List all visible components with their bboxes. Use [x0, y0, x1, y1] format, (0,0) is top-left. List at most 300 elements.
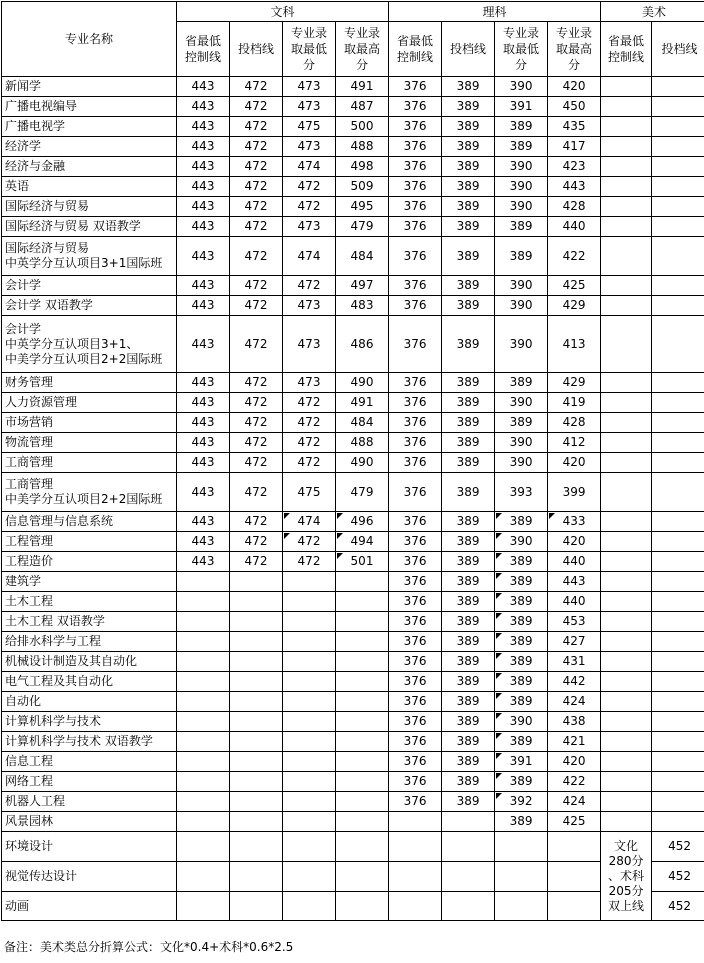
wenke-major-min-cell [283, 812, 336, 832]
wenke-toudang-cell: 472 [230, 137, 283, 157]
wenke-toudang-cell: 472 [230, 77, 283, 97]
meishu-toudang-cell [652, 316, 704, 373]
like-toudang-cell: 389 [442, 712, 495, 732]
wenke-major-max-cell [336, 632, 389, 652]
wenke-group-header: 文科 [177, 2, 389, 22]
wenke-prov-min-cell: 443 [177, 473, 230, 512]
like-major-max-cell: 443 [548, 177, 601, 197]
meishu-prov-min-cell [601, 137, 652, 157]
like-prov-min-cell: 376 [389, 276, 442, 296]
meishu-prov-min-cell [601, 732, 652, 752]
meishu-prov-min-cell [601, 237, 652, 276]
wenke-toudang-cell: 472 [230, 217, 283, 237]
like-major-max-header: 专业录 取最高 分 [548, 22, 601, 77]
major-name-cell: 信息管理与信息系统 [2, 512, 177, 532]
like-major-min-cell: 389 [495, 217, 548, 237]
major-name-cell: 广播电视编导 [2, 97, 177, 117]
like-major-max-cell: 433 [548, 512, 601, 532]
major-name-cell: 建筑学 [2, 572, 177, 592]
wenke-prov-min-cell: 443 [177, 77, 230, 97]
like-prov-min-cell: 376 [389, 792, 442, 812]
like-major-max-cell: 412 [548, 433, 601, 453]
major-name-cell: 国际经济与贸易 中英学分互认项目3+1国际班 [2, 237, 177, 276]
meishu-toudang-cell [652, 712, 704, 732]
major-name-cell: 计算机科学与技术 [2, 712, 177, 732]
like-major-max-cell: 438 [548, 712, 601, 732]
like-prov-min-cell: 376 [389, 632, 442, 652]
wenke-toudang-cell: 472 [230, 276, 283, 296]
wenke-major-max-cell: 490 [336, 453, 389, 473]
wenke-major-max-cell [336, 772, 389, 792]
meishu-group-header: 美术 [601, 2, 704, 22]
like-prov-min-cell: 376 [389, 433, 442, 453]
table-row [2, 652, 704, 672]
major-name-cell: 动画 [2, 892, 177, 921]
like-toudang-cell: 389 [442, 197, 495, 217]
meishu-prov-min-cell [601, 316, 652, 373]
meishu-prov-min-cell [601, 712, 652, 732]
wenke-prov-min-cell [177, 752, 230, 772]
table-row [2, 77, 704, 97]
wenke-prov-min-cell: 443 [177, 296, 230, 316]
meishu-toudang-cell: 452 [652, 892, 704, 921]
like-major-max-cell: 440 [548, 552, 601, 572]
table-row [2, 177, 704, 197]
empty-cell [283, 862, 336, 892]
meishu-toudang-cell [652, 413, 704, 433]
wenke-major-min-cell: 472 [283, 532, 336, 552]
meishu-toudang-cell [652, 217, 704, 237]
meishu-prov-min-cell [601, 197, 652, 217]
empty-cell [336, 832, 389, 862]
like-prov-min-cell: 376 [389, 473, 442, 512]
wenke-prov-min-cell: 443 [177, 512, 230, 532]
like-major-max-cell: 425 [548, 812, 601, 832]
wenke-toudang-cell: 472 [230, 157, 283, 177]
like-toudang-header: 投档线 [442, 22, 495, 77]
wenke-major-min-cell: 472 [283, 276, 336, 296]
like-toudang-cell: 389 [442, 433, 495, 453]
wenke-major-min-cell [283, 792, 336, 812]
admission-score-table [1, 1, 704, 921]
wenke-major-max-cell [336, 732, 389, 752]
wenke-major-min-cell: 473 [283, 77, 336, 97]
like-major-max-cell: 429 [548, 373, 601, 393]
meishu-prov-min-cell: 文化 280分 、术科 205分 双上线 [601, 832, 652, 921]
major-name-cell: 广播电视学 [2, 117, 177, 137]
empty-cell [336, 862, 389, 892]
wenke-major-min-cell [283, 652, 336, 672]
meishu-toudang-cell [652, 652, 704, 672]
like-toudang-cell: 389 [442, 137, 495, 157]
meishu-prov-min-cell [601, 772, 652, 792]
wenke-toudang-cell [230, 592, 283, 612]
wenke-toudang-cell [230, 572, 283, 592]
meishu-toudang-cell [652, 772, 704, 792]
empty-cell [230, 862, 283, 892]
meishu-prov-min-cell [601, 672, 652, 692]
meishu-toudang-cell [652, 77, 704, 97]
major-name-cell: 工程造价 [2, 552, 177, 572]
wenke-major-max-cell [336, 692, 389, 712]
like-major-max-cell: 420 [548, 453, 601, 473]
major-name-cell: 市场营销 [2, 413, 177, 433]
wenke-prov-min-header: 省最低 控制线 [177, 22, 230, 77]
like-major-min-cell: 389 [495, 652, 548, 672]
wenke-major-min-cell [283, 692, 336, 712]
major-name-cell: 网络工程 [2, 772, 177, 792]
like-prov-min-cell: 376 [389, 572, 442, 592]
like-major-max-cell: 450 [548, 97, 601, 117]
wenke-major-min-cell [283, 732, 336, 752]
meishu-prov-min-cell [601, 413, 652, 433]
like-prov-min-cell: 376 [389, 592, 442, 612]
table-row [2, 453, 704, 473]
like-major-max-cell: 443 [548, 572, 601, 592]
wenke-major-min-cell: 472 [283, 413, 336, 433]
major-name-cell: 工程管理 [2, 532, 177, 552]
table-row [2, 712, 704, 732]
wenke-major-min-cell [283, 612, 336, 632]
table-row [2, 772, 704, 792]
empty-cell [230, 832, 283, 862]
like-major-min-cell: 389 [495, 552, 548, 572]
wenke-major-min-cell [283, 632, 336, 652]
meishu-prov-min-cell [601, 752, 652, 772]
major-name-cell: 信息工程 [2, 752, 177, 772]
wenke-prov-min-cell: 443 [177, 433, 230, 453]
wenke-major-min-cell: 472 [283, 177, 336, 197]
major-name-cell: 人力资源管理 [2, 393, 177, 413]
wenke-toudang-cell: 472 [230, 316, 283, 373]
like-major-max-cell: 413 [548, 316, 601, 373]
like-major-min-cell: 389 [495, 592, 548, 612]
wenke-toudang-cell [230, 712, 283, 732]
wenke-prov-min-cell: 443 [177, 453, 230, 473]
major-name-cell: 土木工程 双语教学 [2, 612, 177, 632]
like-major-min-cell: 389 [495, 692, 548, 712]
major-name-cell: 新闻学 [2, 77, 177, 97]
like-prov-min-cell: 376 [389, 772, 442, 792]
like-major-max-cell: 424 [548, 692, 601, 712]
like-toudang-cell: 389 [442, 296, 495, 316]
like-major-min-cell: 389 [495, 512, 548, 532]
like-major-max-cell: 420 [548, 532, 601, 552]
meishu-prov-min-cell [601, 433, 652, 453]
like-toudang-cell: 389 [442, 77, 495, 97]
like-major-min-cell: 389 [495, 632, 548, 652]
meishu-toudang-cell [652, 237, 704, 276]
like-major-min-cell: 389 [495, 612, 548, 632]
wenke-toudang-cell: 472 [230, 237, 283, 276]
wenke-major-max-cell: 488 [336, 433, 389, 453]
like-major-max-cell: 420 [548, 77, 601, 97]
wenke-major-max-cell: 496 [336, 512, 389, 532]
table-row [2, 552, 704, 572]
like-toudang-cell: 389 [442, 316, 495, 373]
table-row [2, 393, 704, 413]
empty-cell [442, 862, 495, 892]
like-toudang-cell: 389 [442, 117, 495, 137]
like-major-max-cell: 429 [548, 296, 601, 316]
like-major-min-cell: 390 [495, 433, 548, 453]
like-prov-min-cell: 376 [389, 316, 442, 373]
like-prov-min-header: 省最低 控制线 [389, 22, 442, 77]
wenke-toudang-cell: 472 [230, 433, 283, 453]
wenke-major-max-cell: 490 [336, 373, 389, 393]
like-major-min-cell: 392 [495, 792, 548, 812]
meishu-toudang-cell: 452 [652, 832, 704, 862]
empty-cell [442, 892, 495, 921]
wenke-toudang-cell [230, 612, 283, 632]
wenke-major-max-cell: 501 [336, 552, 389, 572]
wenke-major-max-cell: 484 [336, 237, 389, 276]
like-prov-min-cell: 376 [389, 137, 442, 157]
like-major-min-cell: 390 [495, 453, 548, 473]
wenke-toudang-cell [230, 752, 283, 772]
meishu-prov-min-cell [601, 592, 652, 612]
like-toudang-cell: 389 [442, 157, 495, 177]
wenke-major-min-cell: 473 [283, 217, 336, 237]
table-row [2, 752, 704, 772]
major-name-cell: 视觉传达设计 [2, 862, 177, 892]
wenke-major-min-cell: 472 [283, 453, 336, 473]
like-prov-min-cell: 376 [389, 652, 442, 672]
meishu-prov-min-cell [601, 552, 652, 572]
meishu-prov-min-cell [601, 117, 652, 137]
meishu-toudang-cell [652, 812, 704, 832]
wenke-major-max-cell [336, 792, 389, 812]
empty-cell [442, 832, 495, 862]
table-row [2, 572, 704, 592]
major-name-cell: 计算机科学与技术 双语教学 [2, 732, 177, 752]
table-row [2, 217, 704, 237]
empty-cell [177, 892, 230, 921]
major-name-cell: 自动化 [2, 692, 177, 712]
meishu-toudang-cell [652, 117, 704, 137]
wenke-prov-min-cell: 443 [177, 117, 230, 137]
wenke-prov-min-cell [177, 692, 230, 712]
meishu-toudang-cell [652, 373, 704, 393]
major-name-cell: 经济学 [2, 137, 177, 157]
wenke-toudang-cell: 472 [230, 453, 283, 473]
wenke-major-max-cell [336, 592, 389, 612]
like-major-min-cell: 389 [495, 237, 548, 276]
wenke-prov-min-cell: 443 [177, 197, 230, 217]
meishu-prov-min-cell [601, 612, 652, 632]
like-major-min-cell: 389 [495, 672, 548, 692]
like-major-max-cell: 440 [548, 592, 601, 612]
meishu-toudang-cell [652, 632, 704, 652]
wenke-toudang-cell: 472 [230, 393, 283, 413]
wenke-toudang-cell: 472 [230, 177, 283, 197]
footnote: 备注：美术类总分折算公式：文化*0.4+术科*0.6*2.5 [4, 940, 294, 954]
major-name-cell: 机器人工程 [2, 792, 177, 812]
wenke-toudang-cell [230, 772, 283, 792]
like-toudang-cell: 389 [442, 632, 495, 652]
meishu-prov-min-cell [601, 276, 652, 296]
like-toudang-cell: 389 [442, 752, 495, 772]
major-name-cell: 会计学 中英学分互认项目3+1、 中美学分互认项目2+2国际班 [2, 316, 177, 373]
wenke-major-min-cell [283, 572, 336, 592]
meishu-prov-min-cell [601, 373, 652, 393]
wenke-major-max-cell: 500 [336, 117, 389, 137]
wenke-major-max-cell [336, 612, 389, 632]
wenke-prov-min-cell: 443 [177, 413, 230, 433]
wenke-toudang-cell [230, 672, 283, 692]
like-major-max-cell: 425 [548, 276, 601, 296]
table-row [2, 433, 704, 453]
table-row [2, 117, 704, 137]
wenke-major-min-cell [283, 672, 336, 692]
meishu-prov-min-cell [601, 572, 652, 592]
meishu-prov-min-header: 省最低 控制线 [601, 22, 652, 77]
wenke-major-max-header: 专业录 取最高 分 [336, 22, 389, 77]
like-toudang-cell: 389 [442, 612, 495, 632]
wenke-toudang-cell: 472 [230, 373, 283, 393]
like-toudang-cell: 389 [442, 373, 495, 393]
wenke-major-max-cell: 497 [336, 276, 389, 296]
like-major-min-cell: 389 [495, 373, 548, 393]
table-row [2, 532, 704, 552]
like-toudang-cell: 389 [442, 276, 495, 296]
empty-cell [548, 832, 601, 862]
wenke-major-max-cell: 495 [336, 197, 389, 217]
wenke-toudang-header: 投档线 [230, 22, 283, 77]
meishu-prov-min-cell [601, 473, 652, 512]
empty-cell [495, 892, 548, 921]
like-major-max-cell: 419 [548, 393, 601, 413]
like-prov-min-cell: 376 [389, 512, 442, 532]
like-toudang-cell: 389 [442, 772, 495, 792]
like-toudang-cell: 389 [442, 512, 495, 532]
like-major-min-cell: 390 [495, 77, 548, 97]
like-major-min-cell: 389 [495, 117, 548, 137]
like-major-min-header: 专业录 取最低 分 [495, 22, 548, 77]
wenke-prov-min-cell [177, 652, 230, 672]
wenke-toudang-cell: 472 [230, 532, 283, 552]
wenke-major-min-cell [283, 752, 336, 772]
meishu-prov-min-cell [601, 296, 652, 316]
meishu-toudang-cell [652, 276, 704, 296]
like-major-min-cell: 390 [495, 197, 548, 217]
wenke-toudang-cell: 472 [230, 473, 283, 512]
like-prov-min-cell: 376 [389, 552, 442, 572]
like-major-max-cell: 420 [548, 752, 601, 772]
wenke-prov-min-cell: 443 [177, 552, 230, 572]
wenke-prov-min-cell [177, 632, 230, 652]
wenke-toudang-cell [230, 632, 283, 652]
wenke-major-max-cell: 479 [336, 473, 389, 512]
wenke-major-min-cell: 473 [283, 97, 336, 117]
meishu-prov-min-cell [601, 532, 652, 552]
wenke-major-min-cell [283, 772, 336, 792]
major-name-cell: 环境设计 [2, 832, 177, 862]
like-prov-min-cell: 376 [389, 157, 442, 177]
meishu-prov-min-cell [601, 77, 652, 97]
like-toudang-cell: 389 [442, 393, 495, 413]
wenke-prov-min-cell [177, 572, 230, 592]
meishu-prov-min-cell [601, 652, 652, 672]
like-toudang-cell: 389 [442, 473, 495, 512]
like-major-max-cell: 440 [548, 217, 601, 237]
table-row-art [2, 832, 704, 862]
like-major-min-cell: 390 [495, 177, 548, 197]
wenke-toudang-cell [230, 792, 283, 812]
wenke-prov-min-cell [177, 592, 230, 612]
like-toudang-cell: 389 [442, 692, 495, 712]
major-name-cell: 会计学 [2, 276, 177, 296]
table-row [2, 692, 704, 712]
meishu-toudang-cell [652, 97, 704, 117]
table-row [2, 373, 704, 393]
major-name-cell: 经济与金融 [2, 157, 177, 177]
like-prov-min-cell: 376 [389, 712, 442, 732]
like-toudang-cell: 389 [442, 572, 495, 592]
like-prov-min-cell: 376 [389, 612, 442, 632]
empty-cell [230, 892, 283, 921]
like-prov-min-cell: 376 [389, 393, 442, 413]
table-row [2, 276, 704, 296]
wenke-prov-min-cell: 443 [177, 177, 230, 197]
like-group-header: 理科 [389, 2, 601, 22]
meishu-toudang-cell [652, 792, 704, 812]
meishu-toudang-cell [652, 393, 704, 413]
like-toudang-cell [442, 812, 495, 832]
like-major-max-cell: 399 [548, 473, 601, 512]
meishu-prov-min-cell [601, 692, 652, 712]
major-name-cell: 工商管理 中美学分互认项目2+2国际班 [2, 473, 177, 512]
like-major-min-cell: 389 [495, 137, 548, 157]
table-row [2, 473, 704, 512]
like-major-max-cell: 442 [548, 672, 601, 692]
table-row [2, 197, 704, 217]
wenke-prov-min-cell: 443 [177, 157, 230, 177]
like-major-max-cell: 423 [548, 157, 601, 177]
major-name-cell: 电气工程及其自动化 [2, 672, 177, 692]
meishu-prov-min-cell [601, 97, 652, 117]
wenke-prov-min-cell [177, 812, 230, 832]
wenke-major-min-cell: 472 [283, 433, 336, 453]
like-major-min-cell: 391 [495, 752, 548, 772]
like-major-max-cell: 431 [548, 652, 601, 672]
table-row [2, 137, 704, 157]
wenke-prov-min-cell [177, 712, 230, 732]
wenke-major-max-cell [336, 812, 389, 832]
wenke-prov-min-cell [177, 792, 230, 812]
wenke-major-min-cell: 473 [283, 137, 336, 157]
table-row [2, 157, 704, 177]
meishu-prov-min-cell [601, 157, 652, 177]
empty-cell [389, 832, 442, 862]
like-major-min-cell: 389 [495, 772, 548, 792]
like-toudang-cell: 389 [442, 732, 495, 752]
like-major-max-cell: 422 [548, 772, 601, 792]
like-major-min-cell: 390 [495, 316, 548, 373]
like-prov-min-cell [389, 812, 442, 832]
like-prov-min-cell: 376 [389, 197, 442, 217]
like-major-max-cell: 428 [548, 413, 601, 433]
empty-cell [283, 892, 336, 921]
wenke-major-max-cell: 488 [336, 137, 389, 157]
wenke-prov-min-cell: 443 [177, 316, 230, 373]
wenke-major-max-cell: 491 [336, 77, 389, 97]
meishu-toudang-cell [652, 732, 704, 752]
empty-cell [389, 862, 442, 892]
like-major-min-cell: 390 [495, 393, 548, 413]
meishu-prov-min-cell [601, 812, 652, 832]
meishu-prov-min-cell [601, 792, 652, 812]
